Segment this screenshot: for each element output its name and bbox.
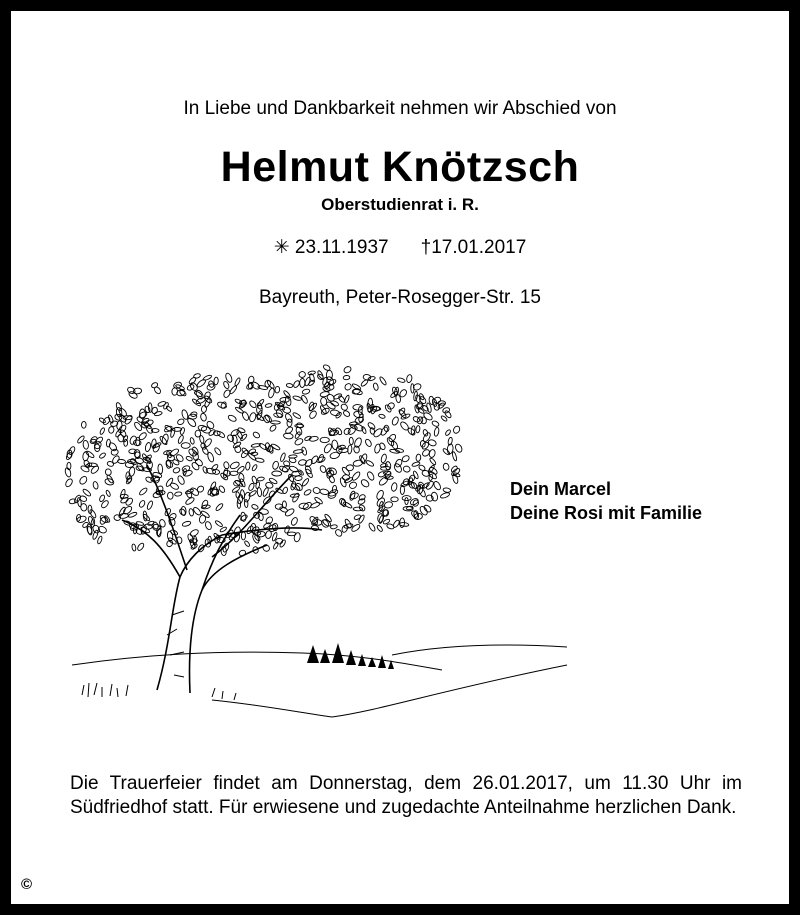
leaf-mark <box>450 465 458 473</box>
leaf-mark <box>353 459 364 467</box>
address: Bayreuth, Peter-Rosegger-Str. 15 <box>259 287 541 308</box>
deceased-title: Oberstudienrat i. R. <box>321 195 479 214</box>
leaf-mark <box>304 377 311 387</box>
leaf-mark <box>131 544 136 552</box>
leaf-mark <box>433 480 442 490</box>
leaf-mark <box>328 488 339 497</box>
death-date: 17.01.2017 <box>431 237 527 258</box>
leaf-mark <box>204 521 212 531</box>
leaf-mark <box>273 541 279 549</box>
leaf-mark <box>353 507 362 511</box>
leaf-mark <box>454 443 463 453</box>
leaf-mark <box>298 371 306 378</box>
distant-trees <box>307 643 394 669</box>
leaf-mark <box>391 497 398 502</box>
leaf-mark <box>248 448 256 455</box>
leaf-mark <box>289 465 299 473</box>
leaf-mark <box>300 378 306 387</box>
leaf-mark <box>364 438 372 447</box>
leaf-mark <box>269 424 277 432</box>
leaf-mark <box>415 425 420 433</box>
leaf-mark <box>138 500 146 509</box>
leaf-mark <box>181 506 186 516</box>
leaf-mark <box>292 412 301 420</box>
leaf-mark <box>186 456 193 462</box>
leaf-mark <box>272 471 282 476</box>
leaf-mark <box>152 442 161 449</box>
leaf-mark <box>328 475 335 484</box>
leaf-mark <box>203 395 212 404</box>
leaf-mark <box>392 519 400 528</box>
leaf-mark <box>167 531 174 541</box>
leaf-mark <box>365 460 374 468</box>
leaf-mark <box>378 414 385 419</box>
leaf-mark <box>223 389 232 399</box>
leaf-mark <box>420 440 425 447</box>
leaf-mark <box>343 375 350 380</box>
leaf-mark <box>290 517 298 527</box>
leaf-mark <box>167 492 173 499</box>
leaf-mark <box>305 468 314 478</box>
leaf-mark <box>182 520 192 527</box>
leaf-mark <box>269 477 278 484</box>
leaf-mark <box>293 532 301 542</box>
death-cross-icon: † <box>420 237 432 258</box>
leaf-mark <box>157 401 166 408</box>
leaf-mark <box>333 393 342 400</box>
leaf-mark <box>207 452 215 463</box>
leaf-mark <box>97 525 107 534</box>
leaf-mark <box>349 437 353 445</box>
leaf-mark <box>348 481 357 490</box>
leaf-mark <box>183 470 193 478</box>
leaf-mark <box>92 530 99 540</box>
leaf-mark <box>343 365 352 374</box>
leaf-mark <box>251 504 259 511</box>
leaf-mark <box>443 463 450 471</box>
leaf-mark <box>181 443 190 449</box>
leaf-mark <box>431 420 440 427</box>
leaf-mark <box>405 498 408 505</box>
leaf-mark <box>200 413 207 422</box>
leaf-mark <box>201 405 207 413</box>
leaf-mark <box>391 482 398 491</box>
copyright-symbol: © <box>21 876 33 893</box>
leaf-mark <box>257 487 262 497</box>
leaf-mark <box>289 455 298 459</box>
leaf-mark <box>294 437 304 446</box>
leaf-mark <box>166 539 174 548</box>
leaf-mark <box>391 416 399 426</box>
leaf-mark <box>64 478 73 488</box>
leaf-mark <box>373 383 379 391</box>
leaf-mark <box>330 400 339 407</box>
leaf-mark <box>379 376 387 386</box>
leaf-mark <box>248 490 257 498</box>
leaf-mark <box>97 536 103 545</box>
leaf-mark <box>245 462 250 470</box>
leaf-mark <box>124 439 128 446</box>
leaf-mark <box>262 487 269 497</box>
leaf-mark <box>203 438 213 449</box>
leaf-mark <box>143 511 148 521</box>
leaf-mark <box>165 477 174 487</box>
leaf-mark <box>295 476 303 481</box>
leaf-mark <box>380 466 390 470</box>
leaf-mark <box>292 395 301 401</box>
leaf-mark <box>397 377 406 383</box>
leaf-mark <box>118 506 126 516</box>
landscape-lines <box>72 645 567 717</box>
leaf-mark <box>357 498 366 506</box>
leaf-mark <box>196 485 205 493</box>
leaf-mark <box>195 430 201 437</box>
leaf-mark <box>186 491 193 499</box>
leaf-mark <box>286 383 293 388</box>
leaf-mark <box>177 475 186 486</box>
leaf-mark <box>240 433 248 441</box>
leaf-mark <box>445 429 452 436</box>
leaf-mark <box>428 439 438 447</box>
leaf-mark <box>302 388 311 395</box>
leaf-mark <box>100 499 109 509</box>
leaf-mark <box>85 450 95 459</box>
leaf-mark <box>442 448 451 456</box>
leaf-mark <box>330 524 337 529</box>
life-dates <box>0 236 800 259</box>
leaf-mark <box>406 374 413 383</box>
leaf-mark <box>304 436 312 442</box>
leaf-mark <box>252 431 260 439</box>
leaf-mark <box>219 526 227 532</box>
leaf-mark <box>215 503 224 512</box>
leaf-mark <box>426 495 434 502</box>
mourners-list <box>510 477 702 525</box>
leaf-mark <box>129 458 137 466</box>
leaf-mark <box>200 442 207 450</box>
leaf-mark <box>241 411 250 421</box>
leaf-mark <box>77 435 86 444</box>
leaf-mark <box>92 524 101 534</box>
leaf-mark <box>340 403 349 412</box>
leaf-mark <box>308 410 317 420</box>
leaf-mark <box>273 413 282 418</box>
leaf-mark <box>128 467 135 477</box>
leaf-mark <box>227 414 237 423</box>
leaf-mark <box>440 492 450 499</box>
leaf-mark <box>234 445 242 453</box>
leaf-mark <box>376 525 383 533</box>
leaf-mark <box>151 382 159 389</box>
leaf-mark <box>368 376 376 382</box>
leaf-mark <box>374 443 381 453</box>
leaf-mark <box>331 440 338 450</box>
leaf-mark <box>215 520 224 528</box>
leaf-mark <box>346 464 354 471</box>
leaf-mark <box>83 440 89 449</box>
leaf-mark <box>366 471 375 481</box>
leaf-mark <box>214 447 222 456</box>
leaf-mark <box>443 487 451 492</box>
leaf-mark <box>343 501 353 509</box>
leaf-mark <box>218 485 226 493</box>
leaf-mark <box>258 385 268 390</box>
leaf-mark <box>319 488 329 495</box>
leaf-mark <box>248 483 255 492</box>
leaf-mark <box>194 458 204 467</box>
leaf-mark <box>99 452 107 459</box>
leaf-mark <box>402 496 411 501</box>
leaf-mark <box>361 426 367 434</box>
leaf-mark <box>244 540 251 547</box>
leaf-mark <box>302 501 313 511</box>
leaf-mark <box>169 482 179 491</box>
leaf-mark <box>158 464 163 474</box>
leaf-mark <box>255 457 265 463</box>
leaf-mark <box>164 424 173 432</box>
leaf-mark <box>195 396 206 404</box>
leaf-mark <box>347 445 352 454</box>
leaf-mark <box>429 457 437 465</box>
leaf-mark <box>268 388 276 399</box>
leaf-mark <box>367 421 376 430</box>
leaf-mark <box>301 446 307 455</box>
leaf-mark <box>146 500 153 510</box>
leaf-mark <box>165 405 172 412</box>
leaf-mark <box>425 480 435 490</box>
leaf-mark <box>312 487 321 495</box>
tree-illustration <box>62 345 582 725</box>
leaf-mark <box>108 441 118 452</box>
leaf-mark <box>400 480 410 488</box>
leaf-mark <box>344 395 350 404</box>
leaf-mark <box>203 374 213 381</box>
mourner-2: Deine Rosi mit Familie <box>510 503 703 523</box>
leaf-mark <box>314 496 324 505</box>
tree-trunk <box>122 465 322 693</box>
leaf-mark <box>287 419 293 427</box>
leaf-mark <box>384 425 390 432</box>
leaf-mark <box>133 388 142 395</box>
leaf-mark <box>81 421 86 428</box>
tree-foliage <box>64 364 463 557</box>
leaf-mark <box>323 443 333 454</box>
leaf-mark <box>244 500 248 508</box>
leaf-mark <box>257 477 265 482</box>
leaf-mark <box>128 390 138 399</box>
leaf-mark <box>78 475 88 485</box>
leaf-mark <box>293 380 301 389</box>
leaf-mark <box>282 487 288 495</box>
leaf-mark <box>303 489 312 497</box>
leaf-mark <box>395 448 404 453</box>
ceremony-text: Die Trauerfeier findet am Donnerstag, dem 26.01.2017, um 11.30 Uhr im Südfriedhof statt. Für erwiesene und zugedachte Anteilnahme herzlichen Dank. <box>70 773 742 818</box>
leaf-mark <box>145 442 152 452</box>
leaf-mark <box>193 373 201 379</box>
leaf-mark <box>423 504 432 513</box>
leaf-mark <box>275 386 280 393</box>
leaf-mark <box>108 426 114 433</box>
leaf-mark <box>279 539 286 548</box>
leaf-mark <box>339 448 349 453</box>
leaf-mark <box>99 427 105 435</box>
leaf-mark <box>249 412 257 422</box>
leaf-mark <box>105 490 111 497</box>
leaf-mark <box>138 487 148 496</box>
leaf-mark <box>172 467 180 474</box>
leaf-mark <box>181 409 189 420</box>
mourner-1: Dein Marcel <box>510 479 612 499</box>
leaf-mark <box>265 403 272 408</box>
leaf-mark <box>342 410 350 418</box>
leaf-mark <box>177 418 185 426</box>
leaf-mark <box>190 437 195 444</box>
leaf-mark <box>102 416 111 426</box>
leaf-mark <box>434 427 440 437</box>
leaf-mark <box>175 453 184 462</box>
leaf-mark <box>153 386 161 395</box>
leaf-mark <box>360 478 370 488</box>
leaf-mark <box>384 501 393 509</box>
leaf-mark <box>136 542 145 551</box>
leaf-mark <box>344 382 353 391</box>
leaf-mark <box>389 449 399 454</box>
leaf-mark <box>129 449 137 454</box>
leaf-mark <box>308 370 316 375</box>
leaf-mark <box>320 437 329 442</box>
leaf-mark <box>214 377 219 385</box>
leaf-mark <box>189 540 196 549</box>
leaf-mark <box>329 451 340 459</box>
leaf-mark <box>452 425 461 434</box>
birth-date: 23.11.1937 <box>294 237 389 258</box>
leaf-mark <box>251 464 258 472</box>
leaf-mark <box>413 470 420 479</box>
leaf-mark <box>287 532 296 536</box>
leaf-mark <box>332 485 337 493</box>
leaf-mark <box>248 400 257 409</box>
deceased-name: Helmut Knötzsch <box>220 143 580 191</box>
leaf-mark <box>431 492 439 502</box>
leaf-mark <box>92 481 98 490</box>
leaf-mark <box>403 465 411 473</box>
leaf-mark <box>234 377 241 386</box>
birth-star-icon: ✳ <box>273 237 290 258</box>
leaf-mark <box>320 407 330 416</box>
leaf-mark <box>241 532 245 540</box>
leaf-mark <box>272 461 280 470</box>
leaf-mark <box>415 484 422 492</box>
leaf-mark <box>201 499 209 509</box>
leaf-mark <box>452 451 458 461</box>
leaf-mark <box>351 471 361 482</box>
leaf-mark <box>174 491 182 496</box>
leaf-mark <box>378 476 389 487</box>
leaf-mark <box>199 514 207 523</box>
leaf-mark <box>272 532 278 542</box>
intro-text: In Liebe und Dankbarkeit nehmen wir Abschied von <box>183 98 617 119</box>
leaf-mark <box>339 477 347 488</box>
leaf-mark <box>107 461 115 467</box>
leaf-mark <box>65 452 72 461</box>
leaf-mark <box>301 478 309 487</box>
leaf-mark <box>368 522 376 532</box>
leaf-mark <box>270 421 280 425</box>
leaf-mark <box>416 454 422 462</box>
